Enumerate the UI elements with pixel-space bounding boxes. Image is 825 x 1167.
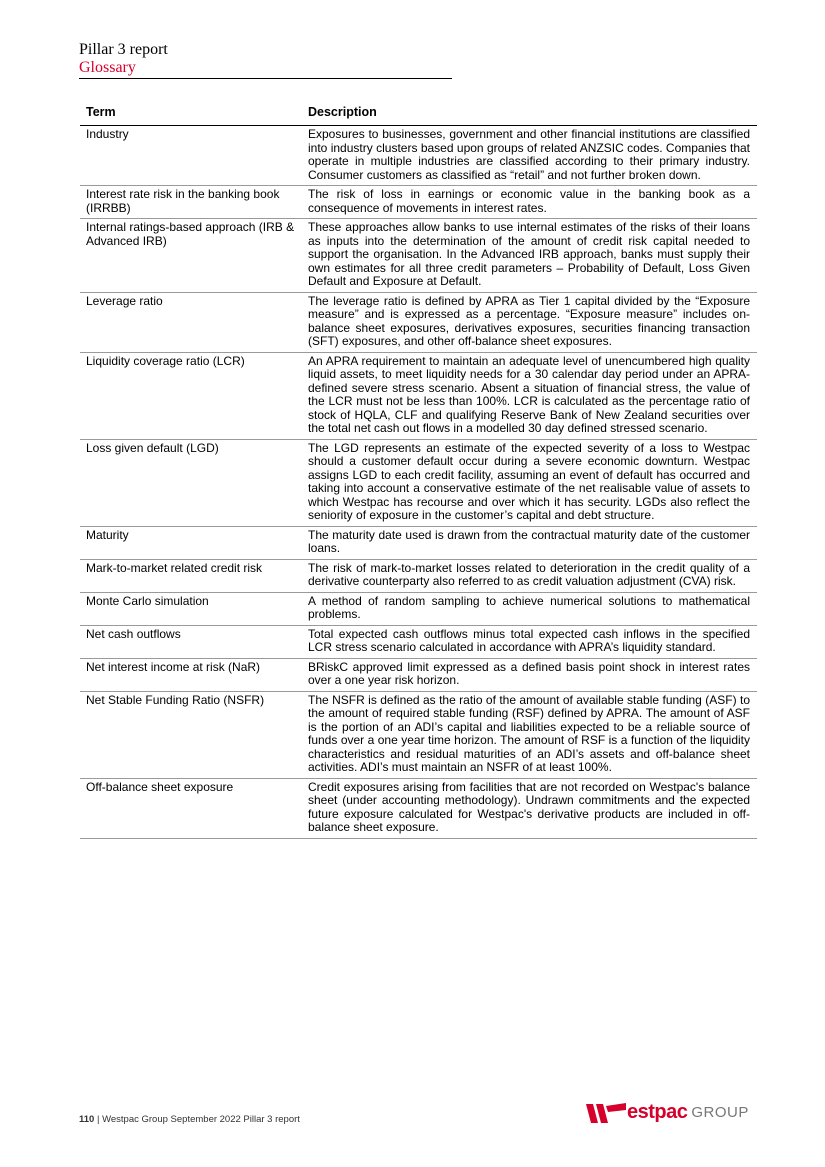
- term-cell: Mark-to-market related credit risk: [80, 559, 302, 592]
- page-header: [79, 40, 452, 79]
- table-row: [80, 352, 757, 439]
- description-cell: The maturity date used is drawn from the contractual maturity date of the customer loans.: [302, 526, 757, 559]
- description-cell: Exposures to businesses, government and other financial institutions are classified into industry clusters based upon groups of related ANZSIC codes. Companies that operate in multiple industries are classified according to their primary industry. Consumer customers as classified as “retail” and not further broken down.: [302, 126, 757, 186]
- table-row: [80, 658, 757, 691]
- section-title: Glossary: [79, 59, 452, 79]
- term-cell: Monte Carlo simulation: [80, 592, 302, 625]
- description-cell: A method of random sampling to achieve numerical solutions to mathematical problems.: [302, 592, 757, 625]
- term-cell: Interest rate risk in the banking book (IRRBB): [80, 186, 302, 219]
- report-title: Pillar 3 report: [79, 41, 168, 58]
- description-cell: The leverage ratio is defined by APRA as Tier 1 capital divided by the “Exposure measure” and is expressed as a percentage. “Exposure measure” includes on-balance sheet exposures, derivatives exposures, securities financing transaction (SFT) exposures, and other off-balance sheet exposures.: [302, 292, 757, 352]
- term-cell: Net Stable Funding Ratio (NSFR): [80, 691, 302, 778]
- column-header-description: Description: [302, 103, 757, 126]
- table-row: [80, 126, 757, 186]
- term-cell: Liquidity coverage ratio (LCR): [80, 352, 302, 439]
- table-row: [80, 526, 757, 559]
- description-cell: The risk of mark-to-market losses related to deterioration in the credit quality of a derivative counterparty also referred to as credit valuation adjustment (CVA) risk.: [302, 559, 757, 592]
- term-cell: Off-balance sheet exposure: [80, 778, 302, 838]
- description-cell: Credit exposures arising from facilities that are not recorded on Westpac's balance sheet (under accounting methodology). Undrawn commitments and the expected future exposure calculated for Westpac's derivative products are included in off-balance sheet exposure.: [302, 778, 757, 838]
- glossary-body: [80, 126, 757, 839]
- column-header-term: Term: [80, 103, 302, 126]
- table-row: [80, 592, 757, 625]
- logo-wordmark: estpac: [627, 1101, 688, 1123]
- term-cell: Loss given default (LGD): [80, 439, 302, 526]
- term-cell: Industry: [80, 126, 302, 186]
- westpac-group-logo: [586, 1101, 749, 1124]
- table-row: [80, 625, 757, 658]
- table-row: [80, 559, 757, 592]
- term-cell: Maturity: [80, 526, 302, 559]
- description-cell: Total expected cash outflows minus total expected cash inflows in the specified LCR stress scenario calculated in accordance with APRA’s liquidity standard.: [302, 625, 757, 658]
- description-cell: The NSFR is defined as the ratio of the amount of available stable funding (ASF) to the amount of required stable funding (RSF) defined by APRA. The amount of ASF is the portion of an ADI’s capital and liabilities expected to be a reliable source of funds over a one year time horizon. The amount of RSF is a function of the liquidity characteristics and residual maturities of an ADI’s assets and off-balance sheet activities. ADI’s must maintain an NSFR of at least 100%.: [302, 691, 757, 778]
- description-cell: BRiskC approved limit expressed as a defined basis point shock in interest rates over a one year risk horizon.: [302, 658, 757, 691]
- table-row: [80, 691, 757, 778]
- westpac-w-icon: [586, 1102, 626, 1124]
- term-cell: Net interest income at risk (NaR): [80, 658, 302, 691]
- logo-group-text: GROUP: [691, 1104, 749, 1121]
- glossary-table: [80, 103, 757, 839]
- term-cell: Internal ratings-based approach (IRB & Advanced IRB): [80, 219, 302, 293]
- term-cell: Net cash outflows: [80, 625, 302, 658]
- table-row: [80, 292, 757, 352]
- table-row: [80, 778, 757, 838]
- footer-text: | Westpac Group September 2022 Pillar 3 report: [94, 1114, 300, 1125]
- page-footer: [79, 1114, 300, 1125]
- description-cell: These approaches allow banks to use internal estimates of the risks of their loans as inputs into the determination of the amount of credit risk capital needed to support the organisation. In the Advanced IRB approach, banks must supply their own estimates for all three credit parameters – Probability of Default, Loss Given Default and Exposure at Default.: [302, 219, 757, 293]
- description-cell: An APRA requirement to maintain an adequate level of unencumbered high quality liquid assets, to meet liquidity needs for a 30 calendar day period under an APRA-defined severe stress scenario. Absent a situation of financial stress, the value of the LCR must not be less than 100%. LCR is calculated as the percentage ratio of stock of HQLA, CLF and qualifying Reserve Bank of New Zealand securities over the total net cash out flows in a modelled 30 day defined stressed scenario.: [302, 352, 757, 439]
- table-header-row: [80, 103, 757, 126]
- description-cell: The LGD represents an estimate of the expected severity of a loss to Westpac should a customer default occur during a severe economic downturn. Westpac assigns LGD to each credit facility, assuming an event of default has occurred and taking into account a conservative estimate of the net realisable value of assets to which Westpac has recourse and over which it has security. LGDs also reflect the seniority of exposure in the customer’s capital and debt structure.: [302, 439, 757, 526]
- table-row: [80, 186, 757, 219]
- page-number: 110: [79, 1114, 95, 1125]
- table-row: [80, 219, 757, 293]
- description-cell: The risk of loss in earnings or economic value in the banking book as a consequence of movements in interest rates.: [302, 186, 757, 219]
- table-row: [80, 439, 757, 526]
- term-cell: Leverage ratio: [80, 292, 302, 352]
